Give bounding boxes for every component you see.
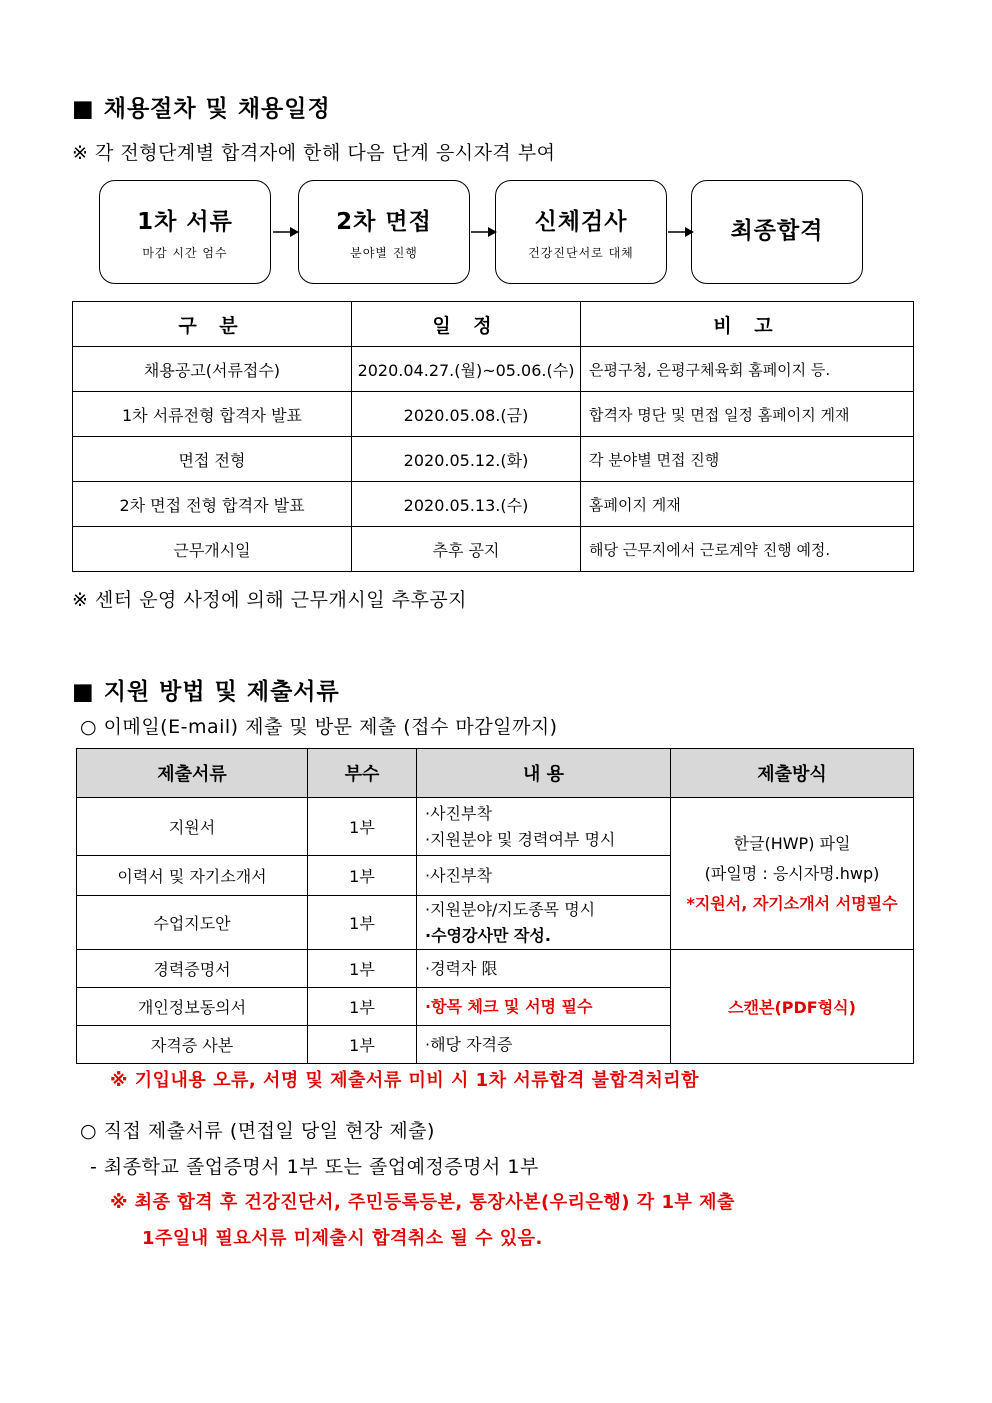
content-line: ·수영강사만 작성. — [425, 925, 551, 945]
cell-content — [417, 896, 671, 950]
cell-remarks: 은평구청, 은평구체육회 홈페이지 등. — [581, 347, 914, 392]
header-schedule: 일 정 — [352, 302, 581, 347]
cell-content — [417, 798, 671, 856]
header-count: 부수 — [308, 749, 417, 798]
cell-schedule: 2020.04.27.(월)~05.06.(수) — [352, 347, 581, 392]
cell-count: 1부 — [308, 988, 417, 1026]
header-category: 구 분 — [73, 302, 352, 347]
table-row — [73, 527, 914, 572]
content-line: ·지원분야 및 경력여부 명시 — [425, 829, 616, 849]
table-header-row — [77, 749, 914, 798]
content-line: ·사진부착 — [425, 865, 492, 885]
method-line: (파일명 : 응시자명.hwp) — [704, 863, 880, 883]
flow-step-1 — [99, 180, 271, 284]
table-row — [73, 437, 914, 482]
direct-submission-item: - 최종학교 졸업증명서 1부 또는 졸업예정증명서 1부 — [90, 1156, 539, 1178]
arrow-right-icon — [471, 224, 497, 240]
content-line: ·경력자 限 — [425, 958, 498, 978]
method-signature-note: *지원서, 자기소개서 서명필수 — [686, 893, 898, 913]
header-content: 내 용 — [417, 749, 671, 798]
cell-document: 수업지도안 — [77, 896, 308, 950]
note-work-start: ※ 센터 운영 사정에 의해 근무개시일 추후공지 — [72, 589, 468, 611]
note-qualification: ※ 각 전형단계별 합격자에 한해 다음 단계 응시자격 부여 — [72, 142, 556, 164]
section-title-procedure: ■ 채용절차 및 채용일정 — [72, 96, 331, 122]
table-row — [77, 950, 914, 988]
flow-step-3 — [495, 180, 667, 284]
cell-remarks: 홈페이지 게재 — [581, 482, 914, 527]
cell-count: 1부 — [308, 1026, 417, 1064]
arrow-right-icon — [273, 224, 299, 240]
header-document: 제출서류 — [77, 749, 308, 798]
cell-schedule: 2020.05.12.(화) — [352, 437, 581, 482]
table-row — [73, 392, 914, 437]
flow-step-title: 2차 면접 — [336, 209, 432, 235]
final-note-documents: ※ 최종 합격 후 건강진단서, 주민등록등본, 통장사본(우리은행) 각 1부 제출 — [110, 1192, 735, 1213]
cell-method-hwp — [671, 798, 914, 950]
cell-schedule: 2020.05.08.(금) — [352, 392, 581, 437]
cell-count: 1부 — [308, 896, 417, 950]
cell-document: 이력서 및 자기소개서 — [77, 856, 308, 896]
table-row — [73, 482, 914, 527]
cell-content — [417, 856, 671, 896]
flow-step-title: 신체검사 — [534, 209, 628, 235]
cell-remarks: 해당 근무지에서 근로계약 진행 예정. — [581, 527, 914, 572]
cell-schedule: 2020.05.13.(수) — [352, 482, 581, 527]
schedule-table — [72, 301, 914, 572]
cell-schedule: 추후 공지 — [352, 527, 581, 572]
flow-step-title: 1차 서류 — [137, 209, 233, 235]
cell-category: 채용공고(서류접수) — [73, 347, 352, 392]
direct-submission-title: ○ 직접 제출서류 (면접일 당일 현장 제출) — [80, 1120, 435, 1142]
table-header-row — [73, 302, 914, 347]
flow-step-4 — [691, 180, 863, 284]
cell-count: 1부 — [308, 856, 417, 896]
final-note-deadline: 1주일내 필요서류 미제출시 합격취소 될 수 있음. — [142, 1228, 543, 1249]
cell-category: 면접 전형 — [73, 437, 352, 482]
documents-table — [76, 748, 914, 1064]
cell-remarks: 합격자 명단 및 면접 일정 홈페이지 게재 — [581, 392, 914, 437]
header-remarks: 비 고 — [581, 302, 914, 347]
cell-category: 2차 면접 전형 합격자 발표 — [73, 482, 352, 527]
cell-content — [417, 950, 671, 988]
cell-count: 1부 — [308, 950, 417, 988]
content-line: ·해당 자격증 — [425, 1034, 513, 1054]
flow-step-sub: 분야별 진행 — [350, 246, 418, 260]
cell-content — [417, 1026, 671, 1064]
cell-document: 개인정보동의서 — [77, 988, 308, 1026]
cell-count: 1부 — [308, 798, 417, 856]
cell-content — [417, 988, 671, 1026]
submission-warning: ※ 기입내용 오류, 서명 및 제출서류 미비 시 1차 서류합격 불합격처리함 — [110, 1070, 700, 1091]
cell-method-scan: 스캔본(PDF형식) — [671, 950, 914, 1064]
cell-document: 자격증 사본 — [77, 1026, 308, 1064]
section-title-application: ■ 지원 방법 및 제출서류 — [72, 679, 340, 705]
content-line: ·지원분야/지도종목 명시 — [425, 899, 596, 919]
flow-step-title: 최종합격 — [730, 218, 824, 244]
cell-document: 경력증명서 — [77, 950, 308, 988]
flow-step-sub: 마감 시간 엄수 — [142, 246, 228, 260]
flow-step-2 — [298, 180, 470, 284]
content-line: ·항목 체크 및 서명 필수 — [425, 996, 593, 1016]
content-line: ·사진부착 — [425, 803, 492, 823]
cell-category: 1차 서류전형 합격자 발표 — [73, 392, 352, 437]
table-row — [73, 347, 914, 392]
header-method: 제출방식 — [671, 749, 914, 798]
application-method: ○ 이메일(E-mail) 제출 및 방문 제출 (접수 마감일까지) — [80, 716, 558, 738]
method-line: 한글(HWP) 파일 — [733, 833, 851, 853]
cell-category: 근무개시일 — [73, 527, 352, 572]
cell-document: 지원서 — [77, 798, 308, 856]
cell-remarks: 각 분야별 면접 진행 — [581, 437, 914, 482]
flow-step-sub: 건강진단서로 대체 — [528, 246, 634, 260]
table-row — [77, 798, 914, 856]
